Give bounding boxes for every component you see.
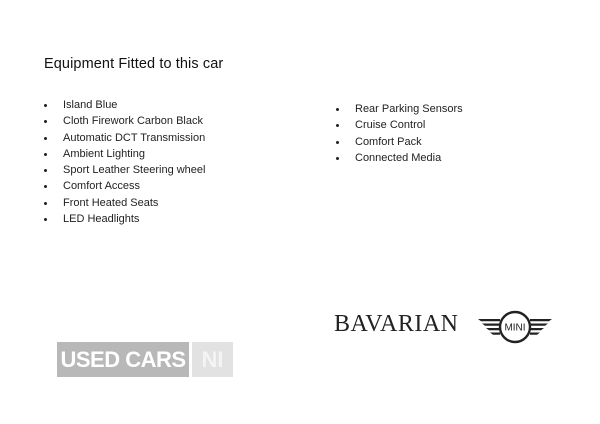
feature-item: [44, 162, 205, 178]
bullet-dot-icon: [44, 120, 47, 123]
features-list-left: [44, 97, 205, 227]
bullet-dot-icon: [44, 153, 47, 156]
dealer-name: BAVARIAN: [334, 311, 459, 337]
bullet-dot-icon: [44, 185, 47, 188]
bullet-dot-icon: [44, 137, 47, 140]
feature-item: [44, 195, 205, 211]
feature-label: Island Blue: [63, 99, 118, 111]
feature-item: [44, 146, 205, 162]
watermark-main-text: USED CARS: [57, 342, 189, 377]
feature-label: Connected Media: [355, 151, 442, 164]
bullet-dot-icon: [44, 104, 47, 107]
feature-item: [336, 150, 463, 166]
feature-label: Comfort Access: [63, 180, 141, 193]
feature-label: Rear Parking Sensors: [355, 103, 463, 115]
feature-label: Front Heated Seats: [63, 196, 159, 209]
feature-item: [44, 178, 205, 194]
feature-item: [44, 97, 205, 113]
feature-item: [336, 134, 463, 150]
mini-badge-text: MINI: [504, 322, 526, 334]
features-list-right: [336, 101, 463, 166]
feature-label: Automatic DCT Transmission: [63, 131, 206, 144]
feature-item: [44, 113, 205, 129]
bullet-dot-icon: [336, 124, 339, 127]
bullet-dot-icon: [44, 169, 47, 172]
feature-label: Cloth Firework Carbon Black: [63, 115, 203, 128]
feature-item: [336, 101, 463, 117]
mini-logo-icon: [476, 309, 554, 345]
used-cars-ni-watermark: [57, 342, 233, 377]
bullet-dot-icon: [336, 157, 339, 160]
feature-label: Cruise Control: [355, 119, 426, 132]
bullet-dot-icon: [336, 141, 339, 144]
feature-label: Sport Leather Steering wheel: [63, 164, 206, 177]
equipment-heading: Equipment Fitted to this car: [44, 55, 224, 72]
feature-item: [44, 130, 205, 146]
bullet-dot-icon: [336, 108, 339, 111]
feature-label: LED Headlights: [63, 213, 140, 226]
feature-item: [336, 117, 463, 133]
watermark-suffix-text: NI: [192, 342, 233, 377]
feature-label: Ambient Lighting: [63, 147, 145, 160]
feature-label: Comfort Pack: [355, 135, 422, 148]
bullet-dot-icon: [44, 202, 47, 205]
feature-item: [44, 211, 205, 227]
bullet-dot-icon: [44, 218, 47, 221]
